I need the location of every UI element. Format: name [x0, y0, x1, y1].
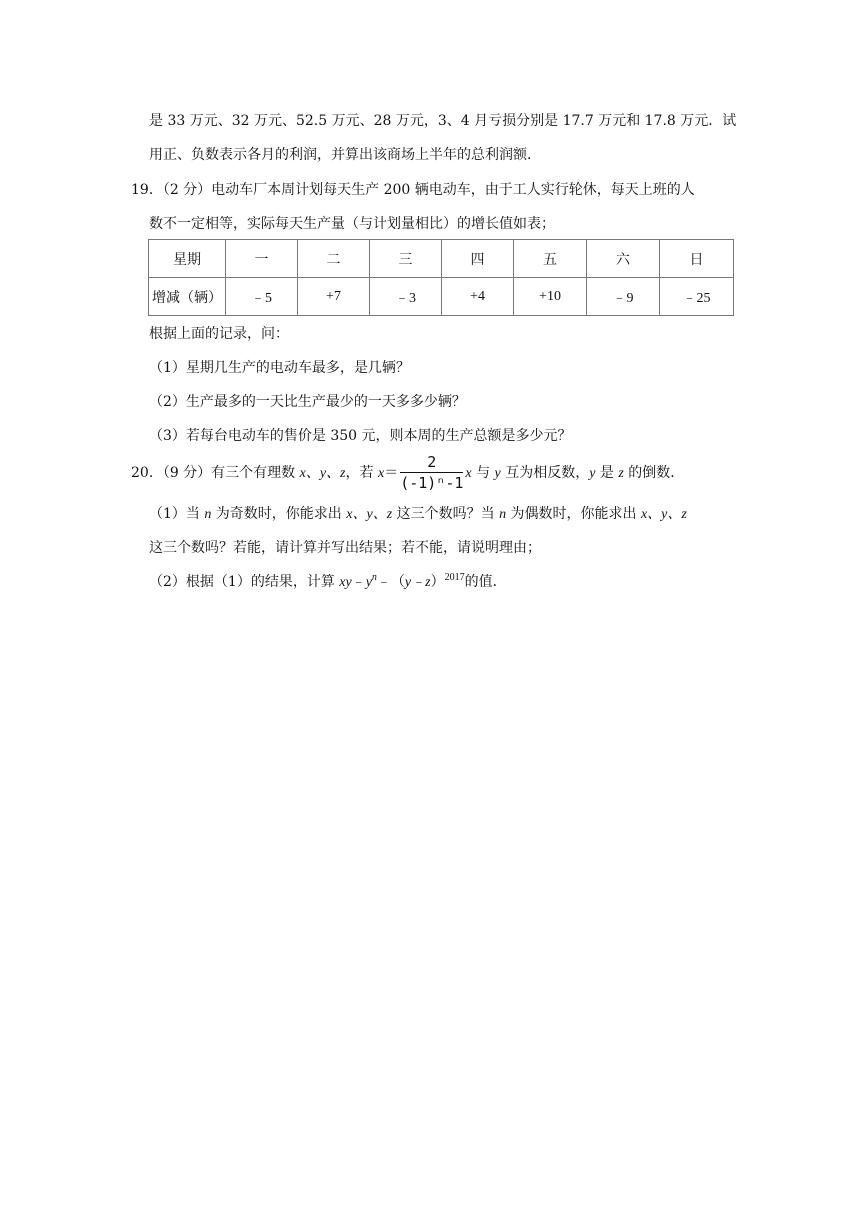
- fraction-denominator: (-1)ⁿ-1: [400, 473, 464, 492]
- problem19-q1: （1）星期几生产的电动车最多，是几辆？: [149, 360, 410, 376]
- problem20-q1-line2: 这三个数吗？若能，请计算并写出结果；若不能，请说明理由；: [149, 540, 541, 556]
- table-cell: 一: [226, 240, 298, 278]
- problem19-line1: 19．（2 分）电动车厂本周计划每天生产 200 辆电动车，由于工人实行轮休，每天上班的人: [131, 182, 695, 198]
- production-table: [148, 239, 734, 316]
- problem20-q2: （2）根据（1）的结果，计算 $xy﹣y^n﹣(y﹣z)^{2017}$的值．: [149, 572, 507, 590]
- fraction: [400, 453, 463, 492]
- table-header-row: [149, 240, 734, 278]
- problem19-line2: 数不一定相等，实际每天生产量（与计划量相比）的增长值如表；: [149, 216, 555, 232]
- table-cell: ﹣5: [226, 278, 298, 316]
- table-cell: ﹣3: [370, 278, 442, 316]
- table-cell: 日: [660, 240, 734, 278]
- table-cell: 六: [587, 240, 660, 278]
- table-cell: 增减（辆）: [149, 278, 226, 316]
- table-cell: +4: [442, 278, 514, 316]
- table-cell: ﹣9: [587, 278, 660, 316]
- problem20-intro: 20．（9 分）有三个有理数 x、y、z，若 x＝ $\frac{2}{\text{(-1)ⁿ-1}}$ x 与 y 互为相反数，y 是 z 的倒数．: [131, 452, 685, 492]
- table-cell: 星期: [149, 240, 226, 278]
- problem19-q2: （2）生产最多的一天比生产最少的一天多多少辆？: [149, 394, 466, 410]
- table-cell: 四: [442, 240, 514, 278]
- table-cell: +7: [298, 278, 370, 316]
- problem19-ask: 根据上面的记录，问：: [149, 326, 289, 342]
- table-cell: +10: [514, 278, 587, 316]
- table-cell: 三: [370, 240, 442, 278]
- table-cell: ﹣25: [660, 278, 734, 316]
- problem19-q3: （3）若每台电动车的售价是 350 元，则本周的生产总额是多少元？: [149, 428, 572, 444]
- problem18-line1: 是 33 万元、32 万元、52.5 万元、28 万元，3、4 月亏损分别是 17.7 万元和 17.8 万元．试: [149, 113, 737, 129]
- fraction-numerator: 2: [400, 453, 463, 473]
- table-row: [149, 278, 734, 316]
- table-cell: 五: [514, 240, 587, 278]
- problem20-q1-line1: （1）当 n 为奇数时，你能求出 x、y、z 这三个数吗？当 n 为偶数时，你能求出 x、y、z: [149, 506, 687, 522]
- table-cell: 二: [298, 240, 370, 278]
- problem18-line2: 用正、负数表示各月的利润，并算出该商场上半年的总利润额．: [149, 147, 541, 163]
